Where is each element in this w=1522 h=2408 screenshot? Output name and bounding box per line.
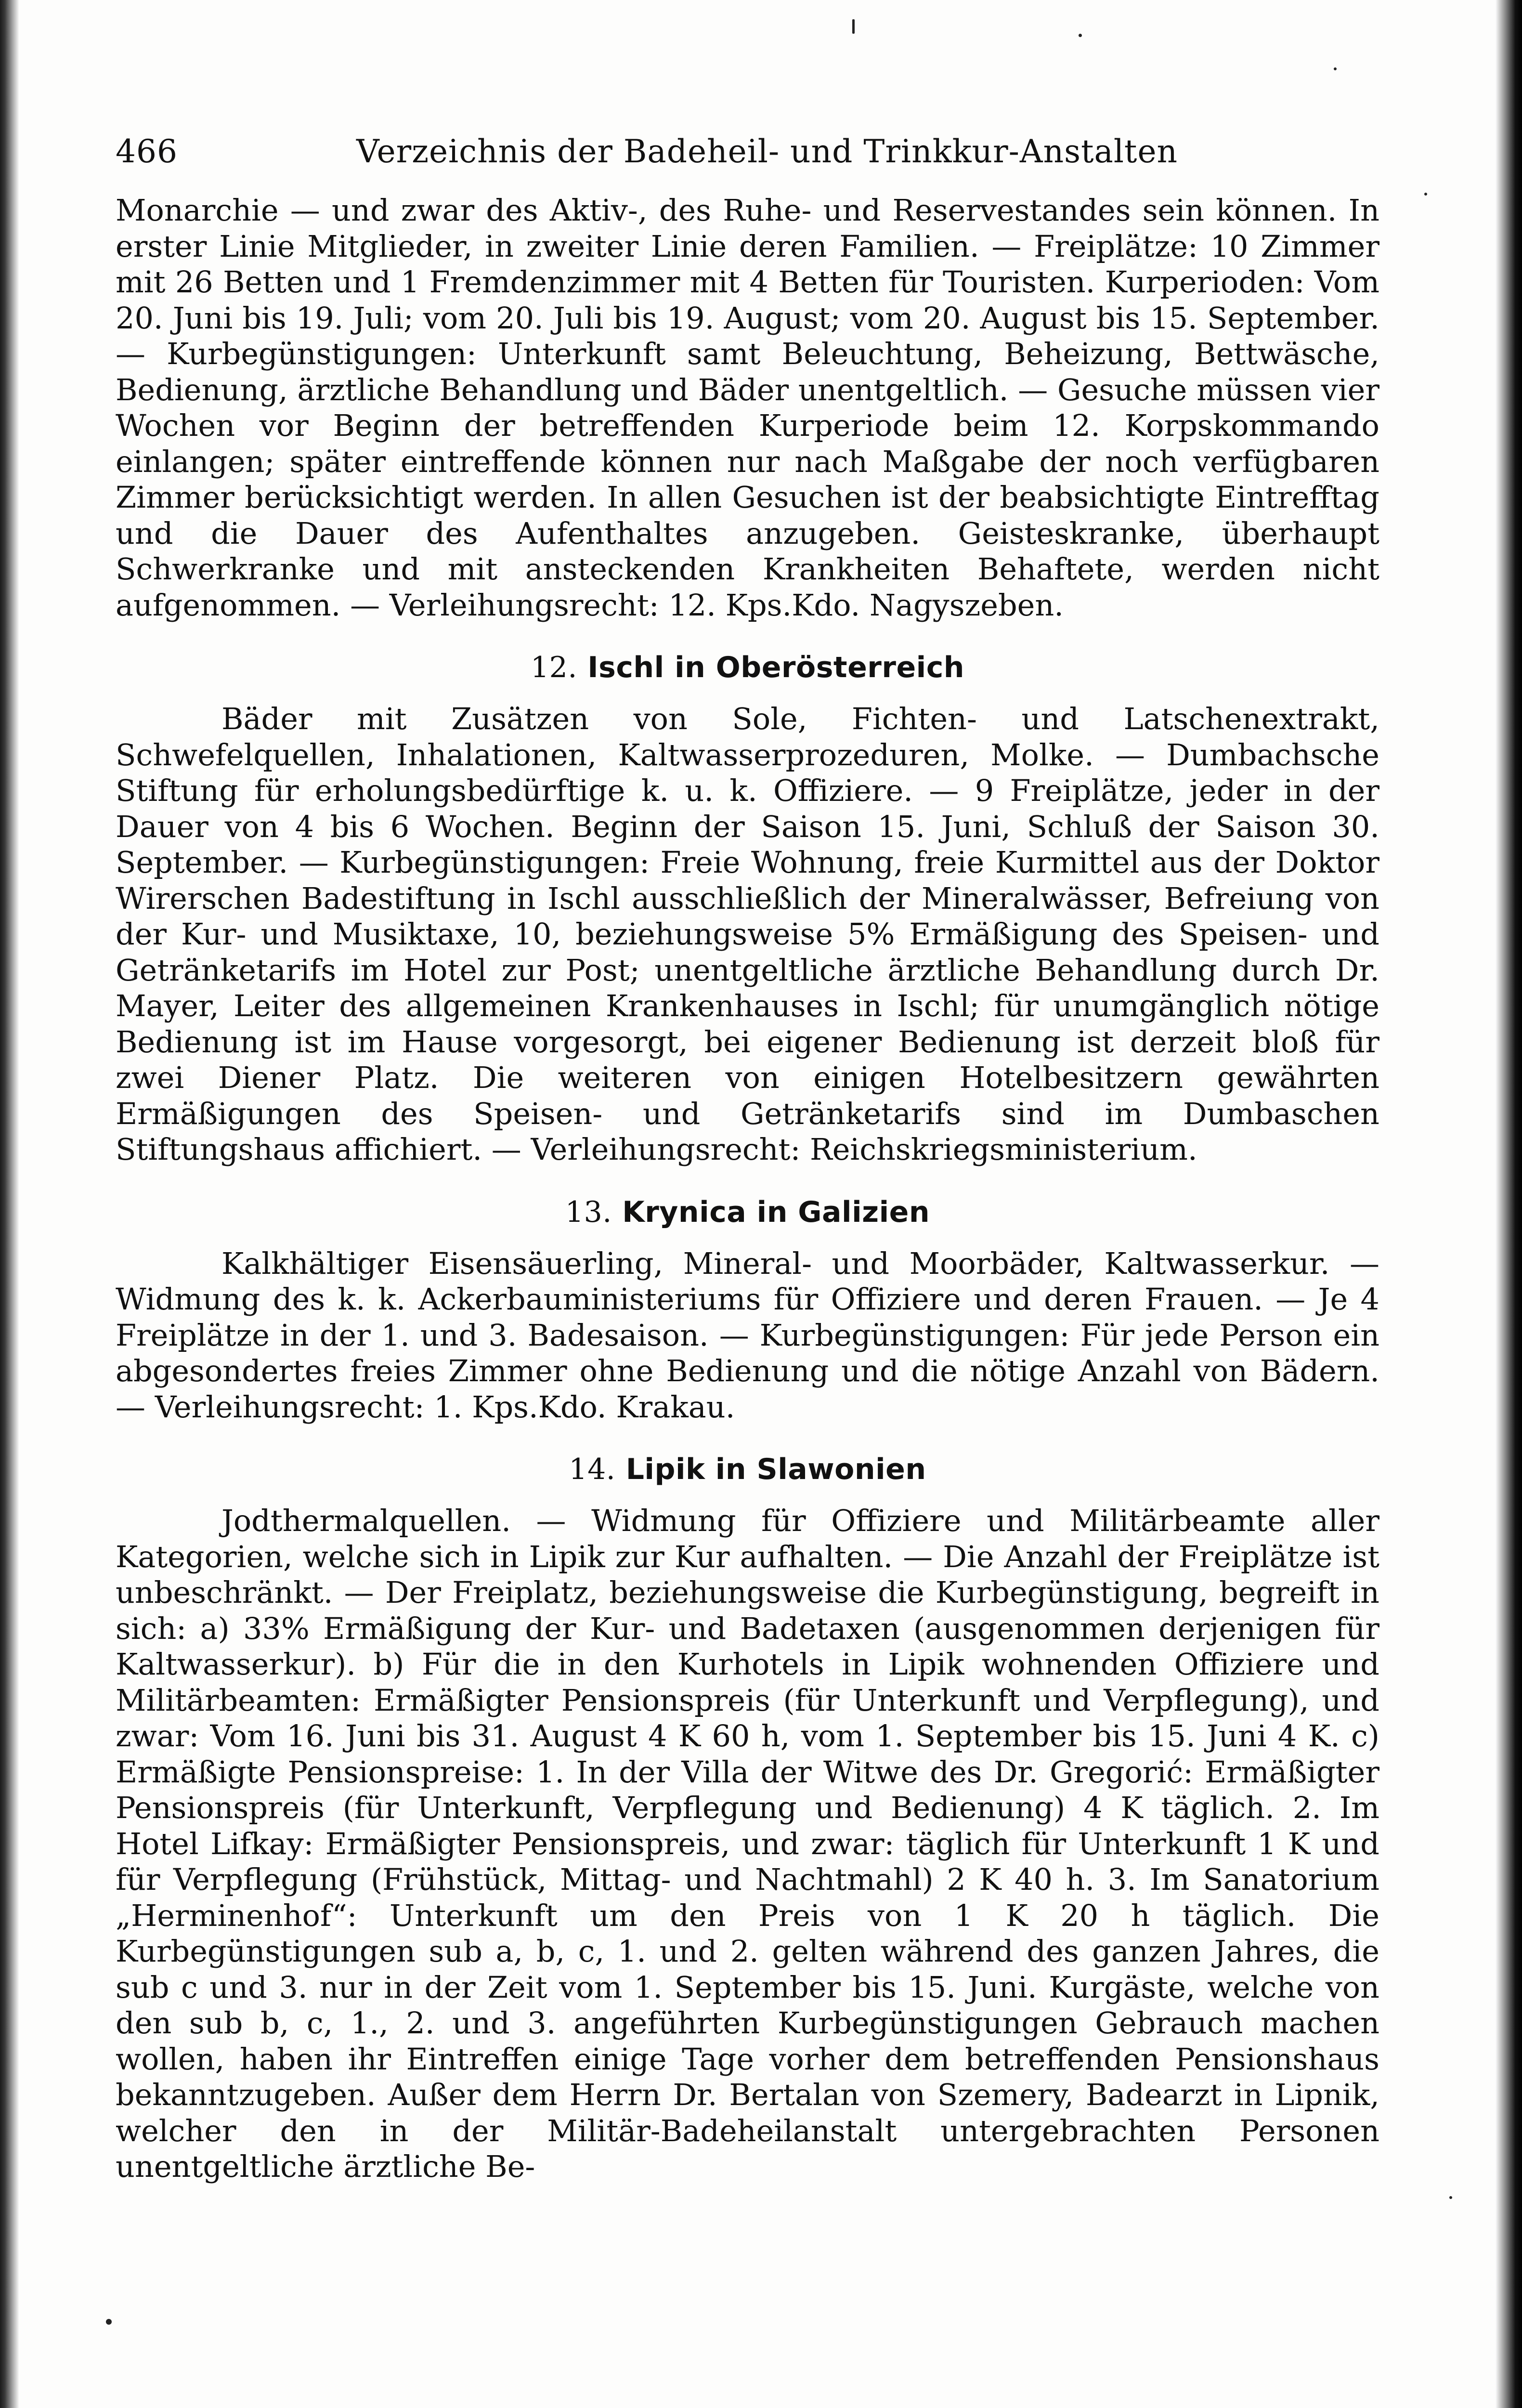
page-number: 466 [116,133,178,170]
section-body-ischl: Bäder mit Zusätzen von Sole, Fichten- und Latschenextrakt, Schwefelquellen, Inhalationen, Kaltwasserprozeduren, Molke. — Dumbachsche Stiftung für erholungsbedürftige k. u. k. Offiziere. — 9 Freiplätze, jeder in der Dauer von 4 bis 6 Wochen. Beginn der Saison 15. Juni, Schluß der Saison 30. September. — Kurbegünstigungen: Freie Wohnung, freie Kurmittel aus der Doktor Wirerschen Badestiftung in Ischl ausschließlich der Mineralwässer, Befreiung von der Kur- und Musiktaxe, 10, beziehungsweise 5% Ermäßigung des Speisen- und Getränketarifs im Hotel zur Post; unentgeltliche ärztliche Behandlung durch Dr. Mayer, Leiter des allgemeinen Krankenhauses in Ischl; für unumgänglich nötige Bedienung ist im Hause vorgesorgt, bei eigener Bedienung ist derzeit bloß für zwei Diener Platz. Die weiteren von einigen Hotelbesitzern gewährten Ermäßigungen des Speisen- und Getränketarifs sind im Dumbaschen Stiftungshaus affichiert. — Verleihungsrecht: Reichskriegsministerium. [116,701,1379,1167]
scan-shadow-left [0,0,19,2408]
running-head [116,130,1367,173]
section-number: 14. [569,1453,616,1486]
scan-shadow-right [1496,0,1522,2408]
running-title: Verzeichnis der Badeheil- und Trinkkur-Anstalten [356,133,1178,170]
body-text [116,193,1379,2185]
intro-paragraph: Monarchie — und zwar des Aktiv-, des Ruhe- und Reservestandes sein können. In erster Linie Mitglieder, in zweiter Linie deren Familien. — Freiplätze: 10 Zimmer mit 26 Betten und 1 Fremdenzimmer mit 4 Betten für Touristen. Kurperioden: Vom 20. Juni bis 19. Juli; vom 20. Juli bis 19. August; vom 20. August bis 15. September. — Kurbegünstigungen: Unterkunft samt Beleuchtung, Beheizung, Bettwäsche, Bedienung, ärztliche Behandlung und Bäder unentgeltlich. — Gesuche müssen vier Wochen vor Beginn der betreffenden Kurperiode beim 12. Korpskommando einlangen; später eintreffende können nur nach Maßgabe der noch verfügbaren Zimmer berücksichtigt werden. In allen Gesuchen ist der beabsichtigte Eintrefftag und die Dauer des Aufenthaltes anzugeben. Geisteskranke, überhaupt Schwerkranke und mit ansteckenden Krankheiten Behaftete, werden nicht aufgenommen. — Verleihungsrecht: 12. Kps.Kdo. Nagyszeben. [116,193,1379,623]
scan-speck [1334,67,1337,70]
scan-speck [1079,34,1082,37]
section-heading-ischl [116,648,1379,687]
section-title: Lipik in Slawonien [625,1453,926,1486]
scan-speck [106,2319,112,2325]
section-title: Krynica in Galizien [622,1195,930,1229]
section-heading-krynica [116,1193,1379,1231]
section-body-krynica: Kalkhältiger Eisensäuerling, Mineral- und Moorbäder, Kaltwasserkur. — Widmung des k. k. Ackerbauministeriums für Offiziere und deren Frauen. — Je 4 Freiplätze in der 1. und 3. Badesaison. — Kurbegünstigungen: Für jede Person ein abgesondertes freies Zimmer ohne Bedienung und die nötige Anzahl von Bädern. — Verleihungsrecht: 1. Kps.Kdo. Krakau. [116,1245,1379,1425]
scan-speck [1449,2196,1452,2199]
section-body-lipik: Jodthermalquellen. — Widmung für Offiziere und Militärbeamte aller Kategorien, welche sich in Lipik zur Kur aufhalten. — Die Anzahl der Freiplätze ist unbeschränkt. — Der Freiplatz, beziehungsweise die Kurbegünstigung, begreift in sich: a) 33% Ermäßigung der Kur- und Badetaxen (ausgenommen derjenigen für Kaltwasserkur). b) Für die in den Kurhotels in Lipik wohnenden Offiziere und Militärbeamten: Ermäßigter Pensionspreis (für Unterkunft und Verpflegung), und zwar: Vom 16. Juni bis 31. August 4 K 60 h, vom 1. September bis 15. Juni 4 K. c) Ermäßigte Pensionspreise: 1. In der Villa der Witwe des Dr. Gregorić: Ermäßigter Pensionspreis (für Unterkunft, Verpflegung und Bedienung) 4 K täglich. 2. Im Hotel Lifkay: Ermäßigter Pensionspreis, und zwar: täglich für Unterkunft 1 K und für Verpflegung (Frühstück, Mittag- und Nachtmahl) 2 K 40 h. 3. Im Sanatorium „Herminenhof“: Unterkunft um den Preis von 1 K 20 h täglich. Die Kurbegünstigungen sub a, b, c, 1. und 2. gelten während des ganzen Jahres, die sub c und 3. nur in der Zeit vom 1. September bis 15. Juni. Kurgäste, welche von den sub b, c, 1., 2. und 3. angeführten Kurbegünstigungen Gebrauch machen wollen, haben ihr Eintreffen einige Tage vorher dem betreffenden Pensionshaus bekanntzugeben. Außer dem Herrn Dr. Bertalan von Szemery, Badearzt in Lipnik, welcher den in der Militär-Badeheilanstalt untergebrachten Personen unentgeltliche ärztliche Be- [116,1503,1379,2184]
section-number: 12. [530,651,577,684]
section-heading-lipik [116,1450,1379,1489]
scan-speck [852,19,855,34]
section-number: 13. [565,1195,612,1229]
section-title: Ischl in Oberösterreich [587,651,965,684]
scan-speck [1424,193,1427,196]
